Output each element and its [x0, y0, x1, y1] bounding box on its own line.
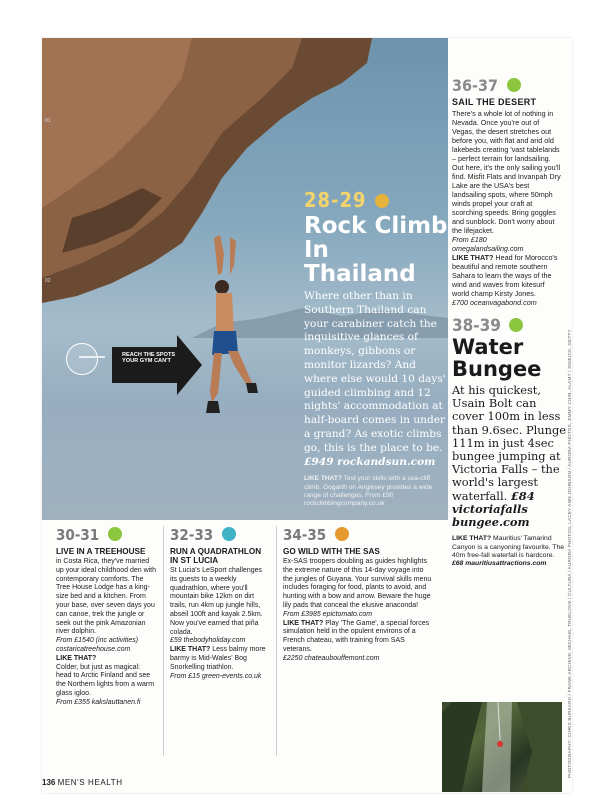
- sas-badge-icon: [335, 527, 349, 541]
- sas-article: [283, 526, 433, 664]
- bungee-like-text: Mauritius' Tamarind Canyon is a canyoning favourite. The 40m free-fall waterfall is hardcore.: [452, 535, 565, 560]
- hero-body-text: Where other than in Southern Thailand can your carabiner catch the inquisitive glances of monkeys, gibbons or monitor lizards? And where else would 10 days' guided climbing and 12 nights' accommodation at half-board comes in under a grand? As exotic climbs go, this is the place to be.: [304, 290, 446, 454]
- sail-badge-icon: [507, 78, 521, 92]
- bungee-like-price: £68 mauritiusattractions.com: [452, 560, 547, 568]
- photo-credits-text: PHOTOGRAPHY: CHRIS BURKARD / FRANK ARCHIVE, MICHAEL TRUELOVE / CULTURA / AURORA PHOTOS, LACEY ANN JOHNSON / AURORA PHOTOS, JIMMY CHIN, ALAMY / 3SMUCK, GETTY: [567, 329, 572, 778]
- photo-credits: [567, 329, 572, 778]
- bungee-photo: [442, 702, 562, 792]
- treehouse-page-number: 30-31: [56, 526, 100, 544]
- treehouse-like-price: From £355 kakslauttanen.fi: [56, 698, 141, 706]
- hero-title: Rock Climb In Thailand: [304, 213, 448, 287]
- hero-photo: [42, 38, 448, 520]
- quadrathlon-title: RUN A QUADRATHLON IN ST LUCIA: [170, 547, 262, 565]
- treehouse-price: From £1540 (inc activities) costaricatreehouse.com: [56, 637, 139, 653]
- page-footer: [42, 778, 123, 787]
- arrow-icon: [67, 335, 207, 395]
- sas-body: [283, 558, 433, 664]
- quadrathlon-body-text: St Lucia's LeSport challenges its guests to a weekly quadrathlon, where you'll mountain bike 12km on dirt trails, run 4km up jungle hills, abseil 100ft and kayak 2.5km. Now you've earned that piña colada.: [170, 567, 263, 636]
- treehouse-body: [56, 558, 156, 708]
- quadrathlon-price: £59 thebodyholiday.com: [170, 637, 246, 645]
- hero-article: [304, 188, 448, 508]
- treehouse-like-head: LIKE THAT?: [56, 654, 97, 662]
- column-divider: [276, 526, 277, 756]
- treehouse-title: LIVE IN A TREEHOUSE: [56, 547, 146, 556]
- bungee-badge-icon: [509, 318, 523, 332]
- bungee-body: [452, 384, 568, 529]
- sail-like-head: LIKE THAT?: [452, 253, 494, 262]
- hero-like-head: LIKE THAT?: [304, 475, 342, 483]
- sas-page-number: 34-35: [283, 526, 327, 544]
- sas-like-head: LIKE THAT?: [283, 619, 324, 627]
- hero-page-number: 28-29: [304, 188, 367, 212]
- sail-body-text: There's a whole lot of nothing in Nevada. Once you're out of Vegas, the desert stretches out before you, with flat and arid old lakebeds creating 'vast tablelands – perfect terrain for landsailing. Out here, it's the only sailing you'll find. Misfit Flats and Invanpah Dry Lake are the USA's best landsailing spots, where 50mph winds propel your craft at scorching speeds. Bring goggles and sunblock. Don't worry about the lifejacket.: [452, 109, 561, 235]
- sas-price: From £3985 epictomato.com: [283, 610, 373, 618]
- sail-price: From £180: [452, 235, 487, 244]
- treehouse-body-text: in Costa Rica, they've married up your ideal childhood den with contemporary comforts. The Tree House Lodge has a king-size bed and a kitchen. From your base, over seven days you can canoe, trek the jungle or seek out the pink Amazonian river dolphin.: [56, 558, 157, 636]
- sun-badge-icon: [222, 527, 236, 541]
- sail-like-price: £700 oceanvagabond.com: [452, 298, 537, 307]
- magazine-name: MEN'S HEALTH: [57, 778, 123, 787]
- quadrathlon-article: [170, 526, 270, 681]
- climb-badge-icon: [375, 194, 389, 208]
- quadrathlon-body: [170, 567, 270, 681]
- bungee-like-that: [452, 535, 568, 569]
- hero-price: £949 rockandsun.com: [304, 455, 436, 468]
- treehouse-like-text: Colder, but just as magical: head to Arctic Finland and see the Northern lights from a warm glass igloo.: [56, 663, 155, 697]
- magazine-page: [42, 38, 572, 793]
- sas-title: GO WILD WITH THE SAS: [283, 547, 380, 556]
- treehouse-article: [56, 526, 156, 708]
- sas-like-text: Play 'The Game', a special forces simulation held in the opulent environs of a French chateau, with training from SAS veterans.: [283, 619, 430, 653]
- quadrathlon-like-head: LIKE THAT?: [170, 646, 211, 654]
- quadrathlon-page-number: 32-33: [170, 526, 214, 544]
- hero-like-that: [304, 475, 448, 508]
- hero-body: [304, 290, 448, 469]
- sail-article: [452, 76, 562, 307]
- quadrathlon-like-text: Less balmy more barmy is Mid-Wales' Bog Snorkelling triathlon.: [170, 646, 266, 671]
- bungee-title: Water Bungee: [452, 335, 542, 381]
- hero-like-text: Test your skills with a sea-cliff climb. Gogarth on Anglesey provides a wide range of challenges. From £90 rockclimbingcompany.co.uk: [304, 475, 433, 507]
- bungee-article: [452, 316, 568, 569]
- waterfall-illustration: [442, 702, 562, 792]
- sail-page-number: 36-37: [452, 76, 499, 95]
- bungee-body-text: At his quickest, Usain Bolt can cover 100m in less than 9.6sec. Plunge 111m in just 4sec bungee jumping at Victoria Falls – the world's largest waterfall.: [452, 383, 566, 503]
- margin-mark: 01: [45, 118, 51, 124]
- bungee-page-number: 38-39: [452, 316, 501, 336]
- sail-like-text: Head for Morocco's beautiful and remote southern Sahara to learn the ways of the wind and waves from kitesurf world champ Kirsty Jones.: [452, 253, 558, 298]
- sas-body-text: Ex-SAS troopers doubling as guides highlights the extreme nature of this 14-day voyage into the jungles of Guyana. Your survival skills menu includes foraging for food, plants to avoid, and hunting with a bow and arrow. Beware the huge lily pads that conceal the elusive anaconda!: [283, 558, 432, 609]
- heart-badge-icon: [108, 527, 122, 541]
- arrow-label: REACH THE SPOTS YOUR GYM CAN'T: [122, 352, 176, 365]
- bungee-like-head: LIKE THAT?: [452, 535, 492, 543]
- page-number: 136: [42, 778, 56, 787]
- quadrathlon-like-price: From £15 green-events.co.uk: [170, 672, 262, 680]
- column-divider: [163, 526, 164, 756]
- margin-mark: 02: [45, 278, 51, 284]
- sail-body: [452, 109, 562, 307]
- bungee-price: £84 victoriafalls bungee.com: [452, 488, 535, 530]
- sail-site: omegalandsailing.com: [452, 244, 524, 253]
- sas-like-price: £2250 chateaubouffemont.com: [283, 654, 380, 662]
- sail-title: SAIL THE DESERT: [452, 97, 537, 107]
